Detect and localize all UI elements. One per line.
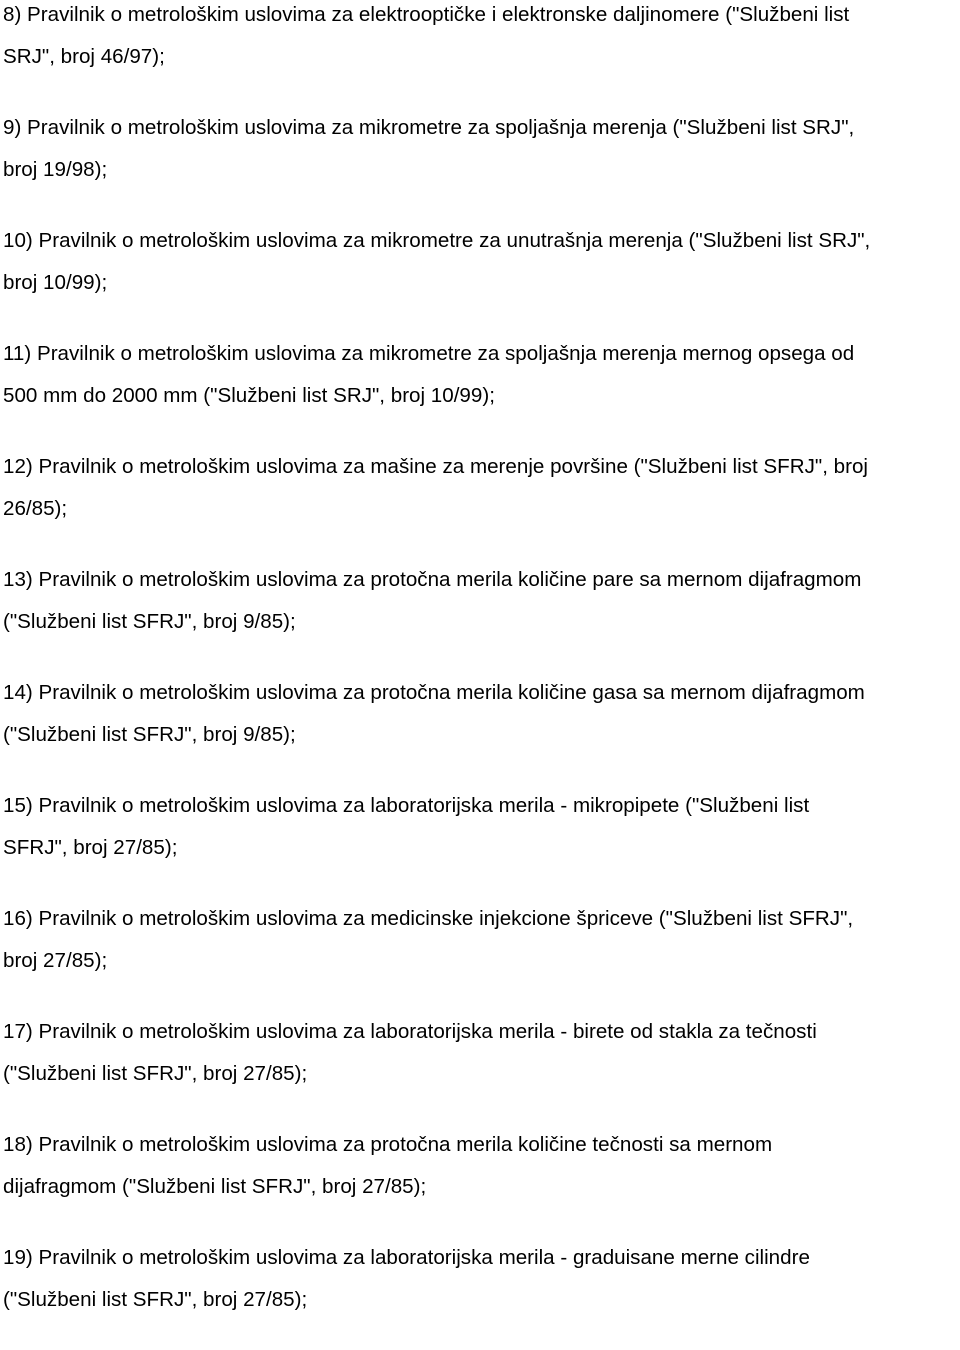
item-line: 15) Pravilnik o metrološkim uslovima za laboratorijska merila - mikropipete ("Službeni list [3, 794, 810, 817]
item-line: 19) Pravilnik o metrološkim uslovima za laboratorijska merila - graduisane merne cilindre [3, 1246, 810, 1269]
list-item [3, 1237, 959, 1321]
item-line: 10) Pravilnik o metrološkim uslovima za mikrometre za unutrašnja merenja ("Službeni list SRJ", [3, 229, 871, 252]
item-line: 14) Pravilnik o metrološkim uslovima za protočna merila količine gasa sa mernom dijafragmom [3, 681, 865, 704]
item-line: 17) Pravilnik o metrološkim uslovima za laboratorijska merila - birete od stakla za tečnosti [3, 1020, 817, 1043]
item-line: broj 19/98); [3, 158, 108, 181]
list-item [3, 672, 959, 756]
list-item [3, 785, 959, 869]
item-line: 26/85); [3, 497, 68, 520]
list-item [3, 559, 959, 643]
item-line: 8) Pravilnik o metrološkim uslovima za elektrooptičke i elektronske daljinomere ("Službeni list [3, 3, 850, 26]
item-line: 16) Pravilnik o metrološkim uslovima za medicinske injekcione špriceve ("Službeni list SFRJ", [3, 907, 854, 930]
list-item [3, 1011, 959, 1095]
item-line: 11) Pravilnik o metrološkim uslovima za mikrometre za spoljašnja merenja mernog opsega od [3, 342, 855, 365]
item-line: dijafragmom ("Službeni list SFRJ", broj 27/85); [3, 1175, 427, 1198]
list-item [3, 107, 959, 191]
item-line: broj 10/99); [3, 271, 108, 294]
item-line: SRJ", broj 46/97); [3, 45, 165, 68]
item-line: ("Službeni list SFRJ", broj 27/85); [3, 1062, 308, 1085]
item-line: ("Službeni list SFRJ", broj 27/85); [3, 1288, 308, 1311]
list-item [3, 333, 959, 417]
item-line: 500 mm do 2000 mm ("Službeni list SRJ", broj 10/99); [3, 384, 495, 407]
item-line: 13) Pravilnik o metrološkim uslovima za protočna merila količine pare sa mernom dijafragmom [3, 568, 862, 591]
list-item [3, 0, 959, 78]
document-body [3, 0, 959, 1350]
list-item [3, 220, 959, 304]
item-line: 9) Pravilnik o metrološkim uslovima za mikrometre za spoljašnja merenja ("Službeni list SRJ", [3, 116, 855, 139]
item-line: ("Službeni list SFRJ", broj 9/85); [3, 723, 296, 746]
item-line: SFRJ", broj 27/85); [3, 836, 178, 859]
item-line: broj 27/85); [3, 949, 108, 972]
list-item [3, 446, 959, 530]
item-line: ("Službeni list SFRJ", broj 9/85); [3, 610, 296, 633]
item-line: 12) Pravilnik o metrološkim uslovima za mašine za merenje površine ("Službeni list SFRJ", broj [3, 455, 868, 478]
list-item [3, 1124, 959, 1208]
list-item [3, 898, 959, 982]
item-line: 18) Pravilnik o metrološkim uslovima za protočna merila količine tečnosti sa mernom [3, 1133, 773, 1156]
